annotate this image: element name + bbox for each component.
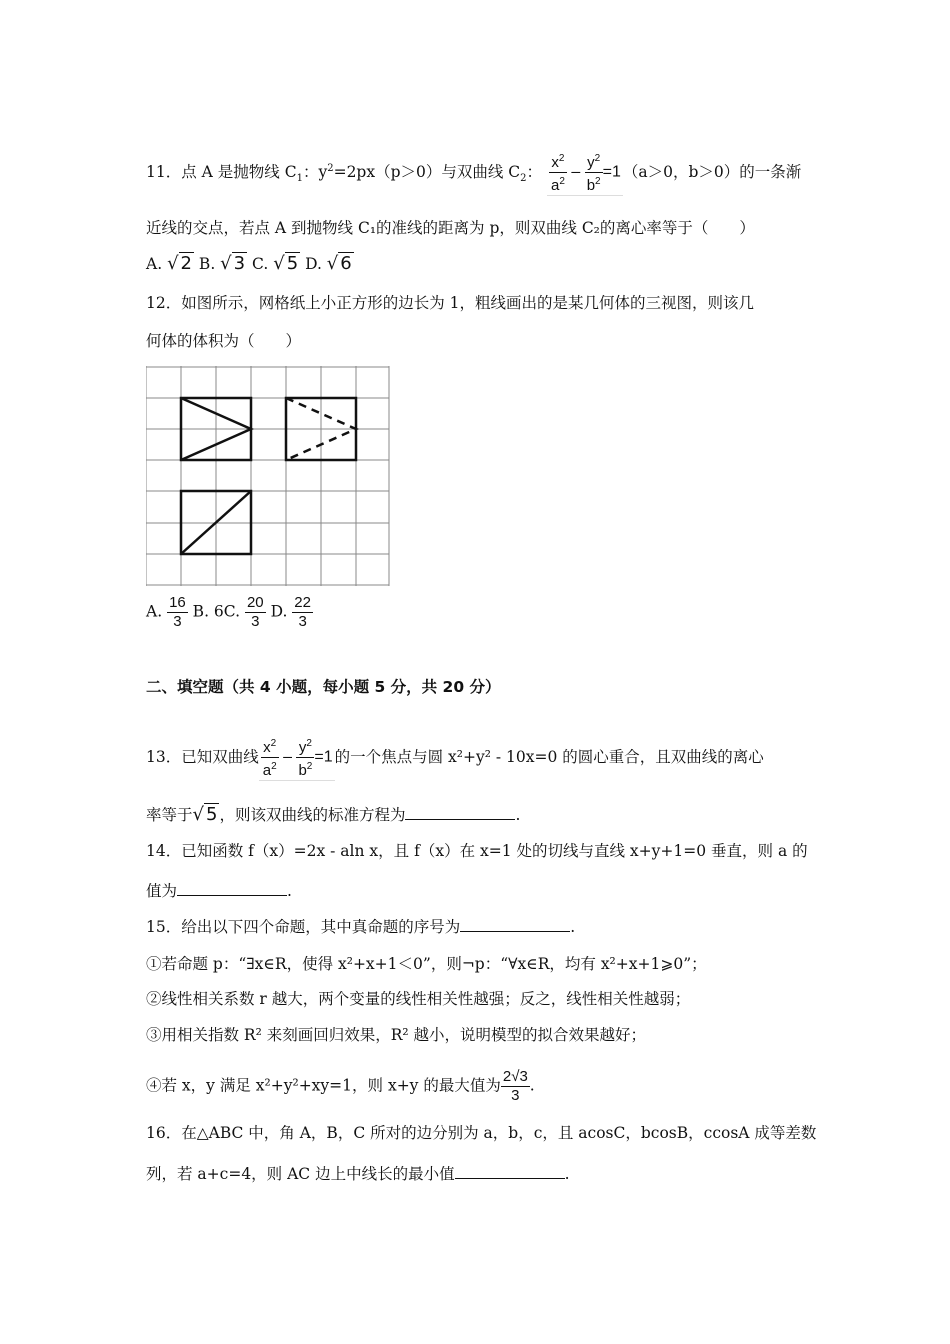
q15-proposition-4: ④若 x，y 满足 x²+y²+xy=1，则 x+y 的最大值为 $\frac{2√3}{3}$ .	[146, 1068, 535, 1104]
sqrt-6: √ 6	[326, 253, 352, 274]
q11-line2: 近线的交点，若点 A 到抛物线 C₁的准线的距离为 p，则双曲线 C₂的离心率等于（ ）	[146, 219, 755, 237]
sqrt-3: √ 3	[220, 253, 246, 274]
q11-text-d: ：	[526, 163, 543, 181]
q11-text-c: =2px（p＞0）与双曲线 C	[333, 163, 521, 181]
q15-proposition-2: ②线性相关系数 r 越大，两个变量的线性相关性越强；反之，线性相关性越弱；	[146, 990, 691, 1008]
q11-options: A. √ 2 B. √ 3 C. √ 5 D. √ 6	[146, 253, 352, 274]
q15-proposition-3: ③用相关指数 R² 来刻画回归效果，R² 越小，说明模型的拟合效果越好；	[146, 1026, 647, 1044]
q11-line1: 11．点 A 是抛物线 $C_1$：$y^2=2px(p>0)$与双曲线 $C_2$： $\frac{x^2}{a^2}$ – $\frac{y^2}{b^2}$ =1 （a＞0，b＞0）的一条渐	[146, 150, 801, 196]
q11-text-a: 11．点 A 是抛物线 C	[146, 163, 297, 181]
three-view-figure	[146, 366, 391, 588]
section-title: 二、填空题（共 4 小题，每小题 5 分，共 20 分）	[146, 678, 501, 696]
q13-line2: 率等于√ 5 ，则该双曲线的标准方程为 .	[146, 804, 521, 825]
q14-line2: 值为 .	[146, 882, 292, 900]
frac-16-3: $\frac{16}{3}$	[169, 594, 186, 630]
q16-answer-blank	[455, 1164, 565, 1179]
q12-options: A. $\frac{16}{3}$ B. 6C. $\frac{20}{3}$ D. $\frac{22}{3}$	[146, 594, 311, 630]
q15-answer-blank	[460, 917, 570, 932]
sqrt-5: √ 5	[273, 253, 299, 274]
q11-hyperbola-equation: $\frac{x^2}{a^2}$ – $\frac{y^2}{b^2}$ =1	[547, 150, 623, 196]
q14-answer-blank	[177, 881, 287, 896]
q12-line1: 12．如图所示，网格纸上小正方形的边长为 1，粗线画出的是某几何体的三视图，则该几	[146, 294, 755, 312]
q11-text-b: ：y	[302, 163, 328, 181]
q13-hyperbola-equation: $\frac{x^2}{a^2}$ – $\frac{y^2}{b^2}$ =1	[259, 735, 335, 781]
q14-line1: 14．已知函数 f（x）=2x - aln x，且 f（x）在 x=1 处的切线与直线 x+y+1=0 垂直，则 a 的	[146, 842, 808, 860]
sqrt-5-q13: √ 5	[192, 804, 218, 825]
q13-answer-blank	[405, 805, 515, 820]
frac-20-3: $\frac{20}{3}$	[246, 594, 264, 630]
q12-line2: 何体的体积为（ ）	[146, 332, 302, 350]
q15-proposition-1: ①若命题 p：“∃x∈R，使得 x²+x+1＜0”，则¬p：“∀x∈R，均有 x²+x+1⩾0”；	[146, 955, 707, 973]
q16-line2: 列，若 a+c=4，则 AC 边上中线长的最小值 .	[146, 1165, 570, 1183]
q16-line1: 16．在△ABC 中，角 A，B，C 所对的边分别为 a，b，c，且 acosC，bcosB，ccosA 成等差数	[146, 1124, 817, 1142]
frac-22-3: $\frac{22}{3}$	[294, 594, 311, 630]
frac-2sqrt3-3: $\frac{2√3}{3}$	[502, 1068, 528, 1104]
q13-line1: 13．已知双曲线 $\frac{x^2}{a^2}$ – $\frac{y^2}{b^2}$ =1 的一个焦点与圆 x²+y² - 10x=0 的圆心重合，且双曲线的离心	[146, 735, 764, 781]
sqrt-2: √ 2	[167, 253, 192, 274]
q15-line1: 15．给出以下四个命题，其中真命题的序号为 .	[146, 918, 576, 936]
q11-text-e: （a＞0，b＞0）的一条渐	[622, 163, 802, 181]
